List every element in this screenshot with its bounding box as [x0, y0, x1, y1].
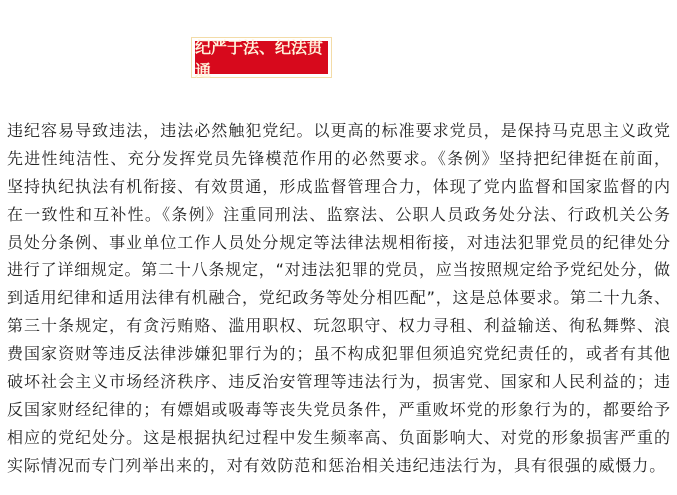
paragraph-line: 破坏社会主义市场经济秩序、违反治安管理等违法行为，损害党、国家和人民利益的；违	[7, 372, 670, 392]
paragraph-line: 违纪容易导致违法，违法必然触犯党纪。以更高的标准要求党员，是保持马克思主义政党	[7, 121, 670, 140]
paragraph-line: 坚持执纪执法有机衔接、有效贯通，形成监督管理合力，体现了党内监督和国家监督的内	[7, 176, 670, 196]
paragraph-line: 反国家财经纪律的；有嫖娼或吸毒等丧失党员条件，严重败坏党的形象行为的，都要给予	[7, 399, 670, 419]
paragraph-line: 在一致性和互补性。《条例》注重同刑法、监察法、公职人员政务处分法、行政机关公务	[7, 204, 670, 224]
paragraph-line: 第三十条规定，有贪污贿赂、滥用职权、玩忽职守、权力寻租、利益输送、徇私舞弊、浪	[7, 316, 670, 336]
paragraph-line: 进行了详细规定。第二十八条规定，“对违法犯罪的党员，应当按照规定给予党纪处分，做	[7, 260, 670, 280]
paragraph-line: 员处分条例、事业单位工作人员处分规定等法律法规相衔接，对违法犯罪党员的纪律处分	[7, 232, 670, 252]
paragraph-line: 先进性纯洁性、充分发挥党员先锋模范作用的必然要求。《条例》坚持把纪律挺在前面，	[7, 148, 670, 168]
paragraph-line: 费国家资财等违反法律涉嫌犯罪行为的；虽不构成犯罪但须追究党纪责任的，或者有其他	[7, 344, 670, 364]
section-title: 纪严于法、纪法贯通	[195, 41, 328, 74]
section-title-box	[191, 37, 332, 78]
paragraph-line: 到适用纪律和适用法律有机融合，党纪政务等处分相匹配”，这是总体要求。第二十九条、	[7, 288, 670, 308]
article-paragraph	[7, 117, 670, 480]
paragraph-line: 相应的党纪处分。这是根据执纪过程中发生频率高、负面影响大、对党的形象损害严重的	[7, 427, 670, 447]
paragraph-line: 实际情况而专门列举出来的，对有效防范和惩治相关违纪违法行为，具有很强的威慑力。	[7, 455, 667, 475]
